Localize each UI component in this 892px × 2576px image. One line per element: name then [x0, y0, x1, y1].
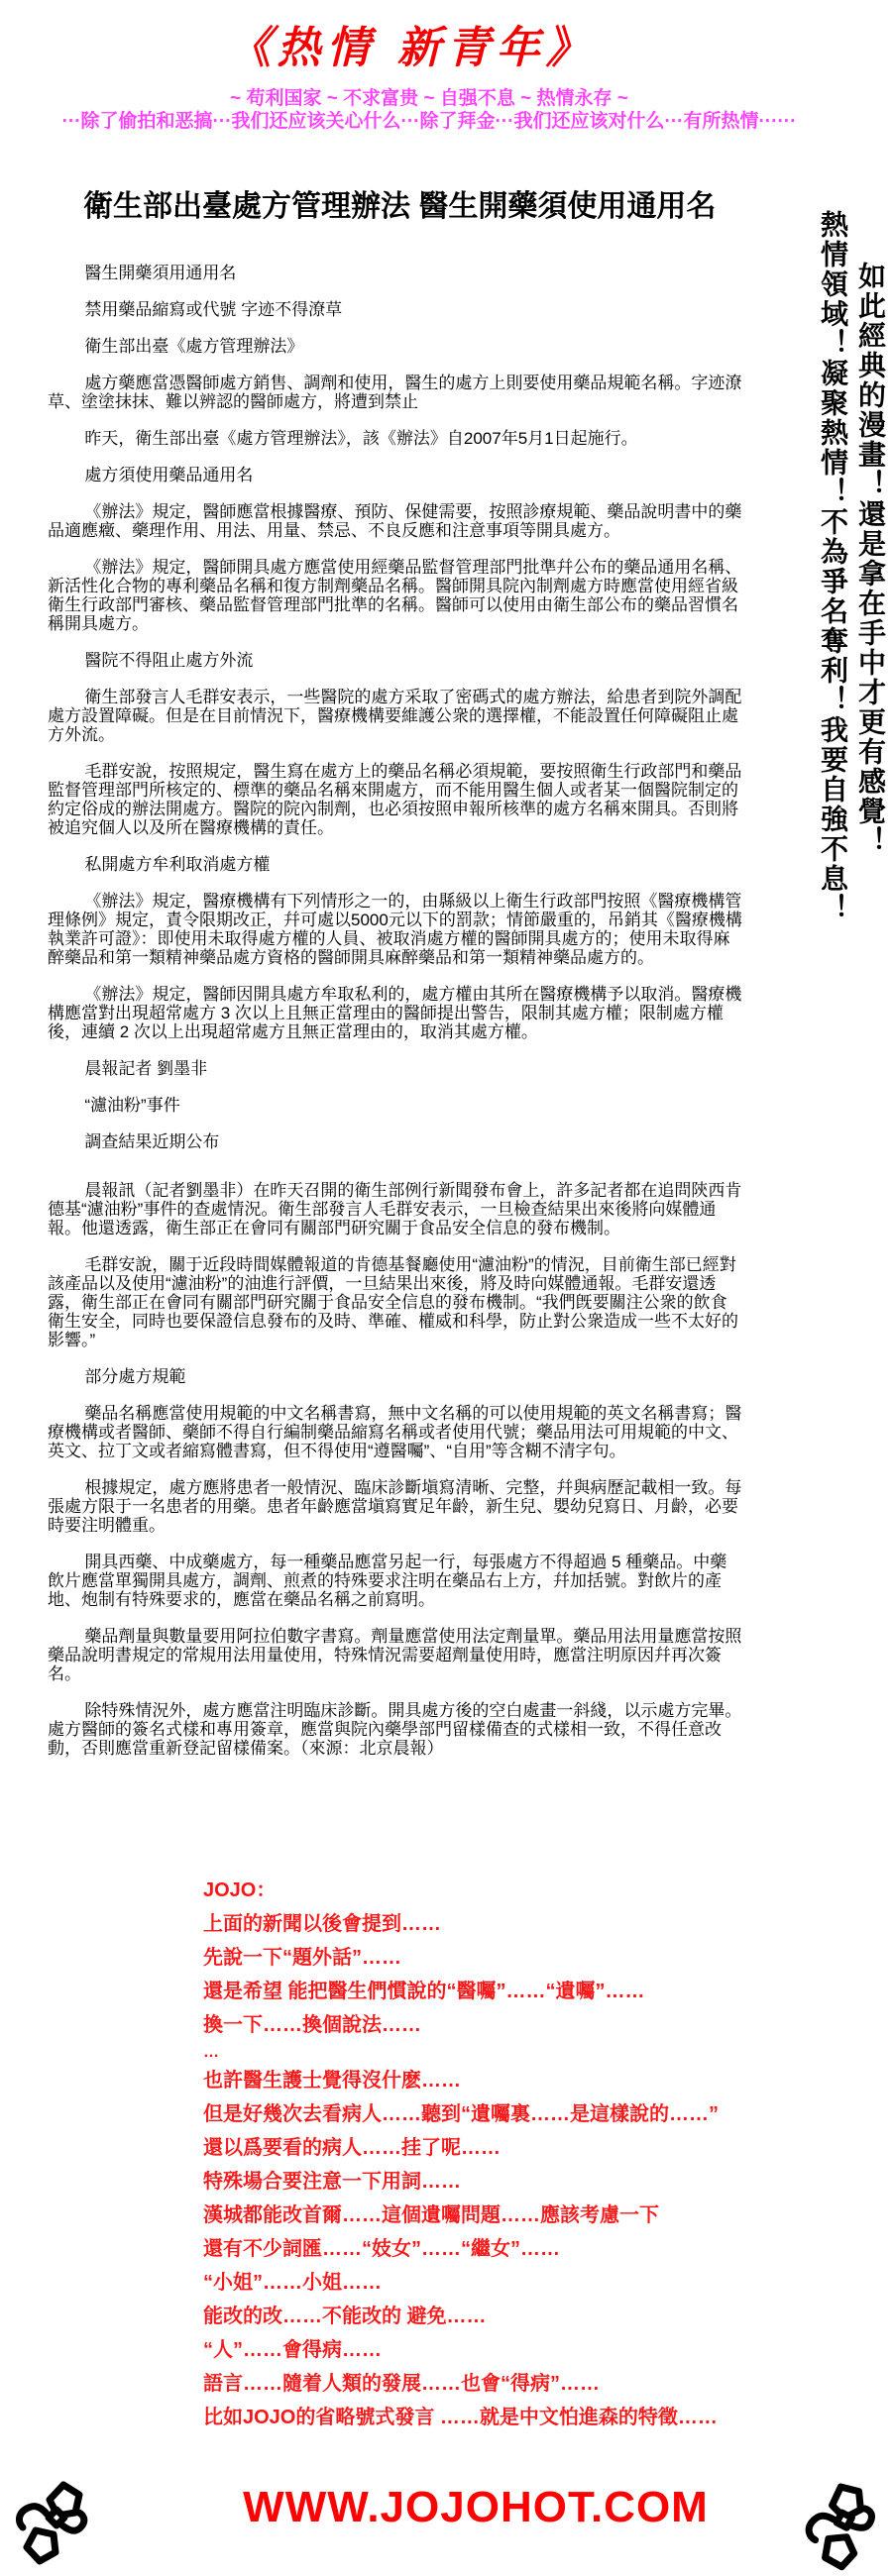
article-subhead: “濾油粉”事件 [84, 1096, 180, 1115]
article-paragraph: 《辦法》規定，醫師因開具處方牟取私利的，處方權由其所在醫療機構予以取消。醫療機構應當對出現超常處方 3 次以上且無正當理由的醫師提出警告，限制其處方權；限制處方權後，連續 2 次以上出現超常處方且無正當理由的，取消其處方權。 [48, 985, 742, 1041]
jojo-line: … [203, 2044, 219, 2061]
masthead-slogans [0, 87, 858, 133]
article-paragraph: 開具西藥、中成藥處方，每一種藥品應當另起一行，每張處方不得超過 5 種藥品。中藥飲片應當單獨開具處方，調劑、煎煮的特殊要求注明在藥品右上方，幷加括號。對飲片的產地、炮制有特殊要求的，應當在藥品名稱之前寫明。 [48, 1553, 727, 1609]
article-paragraph: 昨天，衛生部出臺《處方管理辦法》，該《辦法》自2007年5月1日起施行。 [84, 429, 638, 448]
article-paragraph: 根據規定，處方應將患者一般情況、臨床診斷塡寫清晰、完整，幷與病歷記載相一致。每張處方限于一名患者的用藥。患者年齡應當塡寫實足年齡，新生兒、嬰幼兒寫日、月齡，必要時要注明體重。 [48, 1478, 742, 1535]
jojo-line: 還以爲要看的病人……挂了呢…… [203, 2137, 501, 2159]
article-paragraph: 《辦法》規定，醫師應當根據醫療、預防、保健需要，按照診療規範、藥品說明書中的藥品適應癥、藥理作用、用法、用量、禁忌、不良反應和注意事項等開具處方。 [48, 502, 742, 540]
article-paragraph: 處方藥應當憑醫師處方銷售、調劑和使用，醫生的處方上則要使用藥品規範名稱。字迹潦草、塗塗抹抹、難以辨認的醫師處方，將遭到禁止 [48, 374, 742, 411]
jojo-line: 語言……隨着人類的發展……也會“得病”…… [203, 2373, 600, 2395]
jojo-line: 先說一下“題外話”…… [203, 1947, 401, 1969]
jojo-line: “小姐”……小姐…… [203, 2272, 382, 2294]
jojo-line: 能改的改……不能改的 避免…… [203, 2306, 487, 2327]
pinwheel-molecule-icon [788, 2465, 892, 2576]
jojo-commentary [203, 1880, 798, 2441]
jojo-line: 特殊場合要注意一下用詞…… [203, 2171, 461, 2193]
article-subhead: 部分處方規範 [84, 1367, 186, 1386]
vertical-banner-outer: 熱情領域！凝聚熱情！不為爭名奪利！我要自強不息！ [818, 210, 848, 923]
jojo-line: 還有不少詞匯……“妓女”……“繼女”…… [203, 2238, 560, 2260]
article-paragraph: 《辦法》規定，醫師開具處方應當使用經藥品監督管理部門批準幷公布的藥品通用名稱、新活性化合物的專利藥品名稱和復方制劑藥品名稱。醫師開具院內制劑處方時應當使用經省級衛生行政部門審核、藥品監督管理部門批準的名稱。醫師可以使用由衛生部公布的藥品習慣名稱開具處方。 [48, 558, 742, 633]
article-subhead: 禁用藥品縮寫或代號 字迹不得潦草 [84, 300, 343, 319]
article-subhead: 衛生部出臺《處方管理辦法》 [84, 337, 304, 356]
article-subhead: 醫院不得阻止處方外流 [84, 651, 254, 670]
article-subhead: 私開處方牟利取消處方權 [84, 855, 271, 874]
article-paragraph: 晨報訊（記者劉墨非）在昨天召開的衛生部例行新聞發布會上，許多記者都在追問陝西肯德基“濾油粉”事件的查處情況。衛生部發言人毛群安表示，一旦檢查結果出來後將向媒體通報。他還透露，衛生部正在會同有關部門研究關于食品安全信息的發布機制。 [48, 1181, 742, 1237]
article-body [48, 264, 743, 1775]
jojo-line: JOJO： [203, 1879, 277, 1901]
jojo-line: 比如JOJO的省略號式發言 ……就是中文怕進森的特徵…… [203, 2407, 718, 2428]
article-paragraph: 藥品名稱應當使用規範的中文名稱書寫，無中文名稱的可以使用規範的英文名稱書寫；醫療機構或者醫師、藥師不得自行編制藥品縮寫名稱或者使用代號；藥品用法可用規範的中文、英文、拉丁文或者縮寫體書寫，但不得使用“遵醫囑”、“自用”等含糊不清字句。 [48, 1404, 742, 1460]
jojo-line: 也許醫生護士覺得沒什麽…… [203, 2070, 461, 2092]
jojo-line: “人”……會得病…… [203, 2339, 382, 2361]
article-byline: 晨報記者 劉墨非 [84, 1059, 208, 1078]
jojo-line: 上面的新聞以後會提到…… [203, 1913, 441, 1935]
vertical-banner-inner: 如此經典的漫畫！還是拿在手中才更有感覺！ [855, 262, 886, 856]
site-url-link[interactable]: WWW.JOJOHOT.COM [243, 2483, 709, 2531]
jojo-line: 但是好幾次去看病人……聽到“遺囑裏……是這樣說的……” [203, 2103, 719, 2125]
article-paragraph: 除特殊情況外，處方應當注明臨床診斷。開具處方後的空白處畫一斜綫，以示處方完畢。處方醫師的簽名式樣和專用簽章，應當與院內藥學部門留樣備查的式樣相一致，不得任意改動，否則應當重新登記留樣備案。（來源：北京晨報） [48, 1701, 742, 1758]
article-paragraph: 毛群安說，關于近段時間媒體報道的肯德基餐廳使用“濾油粉”的情況，目前衛生部已經對該產品以及使用“濾油粉”的油進行評價，一旦結果出來後，將及時向媒體通報。毛群安還透露，衛生部正在會同有關部門研究關于食品安全信息的發布機制。“我們旣要關注公衆的飲食衛生安全，同時也要保證信息發布的及時、準確、權威和科學，防止對公衆造成一些不太好的影響。” [48, 1255, 738, 1349]
article-subhead: 醫生開藥須用通用名 [84, 264, 237, 282]
news-headline: 衛生部出臺處方管理辦法 醫生開藥須使用通用名 [83, 190, 717, 223]
pinwheel-molecule-icon [12, 2471, 91, 2570]
article-paragraph: 衛生部發言人毛群安表示，一些醫院的處方采取了密碼式的處方辦法，給患者到院外調配處方設置障礙。但是在目前情況下，醫療機構要維護公衆的選擇權，不能設置任何障礙阻止處方外流。 [48, 688, 742, 744]
slogan-line-2: ···除了偷拍和恶搞···我们还应该关心什么···除了拜金···我们还应该对什么···有所热情······ [61, 111, 797, 132]
article-subhead: 處方須使用藥品通用名 [84, 466, 254, 484]
jojo-line: 換一下……換個說法…… [203, 2014, 421, 2036]
article-paragraph: 藥品劑量與數量要用阿拉伯數字書寫。劑量應當使用法定劑量單。藥品用法用量應當按照藥品說明書規定的常規用法用量使用，特殊情況需要超劑量使用時，應當注明原因幷再次簽名。 [48, 1627, 742, 1683]
jojo-line: 漢城都能改首爾……這個遺囑問題……應該考慮一下 [203, 2204, 659, 2226]
slogan-line-1: ~ 苟利国家 ~ 不求富贵 ~ 自强不息 ~ 热情永存 ~ [230, 88, 628, 109]
article-paragraph: 毛群安說，按照規定，醫生寫在處方上的藥品名稱必須規範，要按照衛生行政部門和藥品監督管理部門所核定的、標準的藥品名稱來開處方，而不能用醫生個人或者某一個醫院制定的約定俗成的辦法開處方。醫院的院內制劑，也必須按照申報所核準的處方名稱來開具。否則將被追究個人以及所在醫療機構的責任。 [48, 762, 742, 837]
page-title: 《热情 新青年》 [227, 23, 596, 73]
article-subhead: 調查結果近期公布 [84, 1132, 220, 1151]
article-paragraph: 《辦法》規定，醫療機構有下列情形之一的，由縣級以上衛生行政部門按照《醫療機構管理條例》規定，責令限期改正，幷可處以5000元以下的罰款；情節嚴重的，吊銷其《醫療機構執業許可證》：即使用未取得處方權的人員、被取消處方權的醫師開具處方的；使用未取得麻醉藥品和第一類精神藥品處方資格的醫師開具麻醉藥品和第一類精神藥品處方的。 [48, 892, 742, 967]
jojo-line: 還是希望 能把醫生們慣說的“醫囑”……“遺囑”…… [203, 1981, 645, 2002]
